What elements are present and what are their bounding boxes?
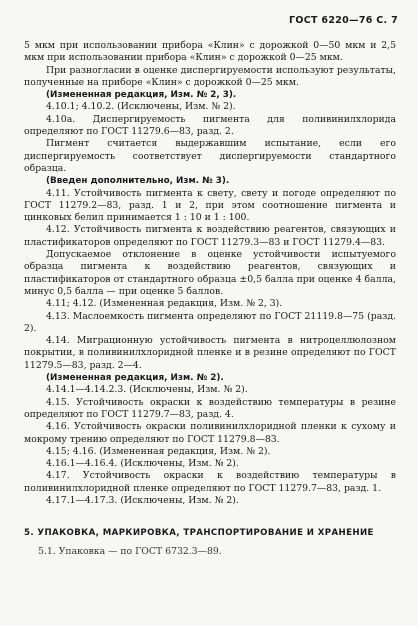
paragraph: 4.11; 4.12. (Измененная редакция, Изм. № 2, 3).	[46, 298, 283, 310]
paragraph: 4.11. Устойчивость пигмента к свету, свету и погоде определяют по ГОСТ 11279.2—83, разд. 1 и 2, при этом соотношение пигмента и цинковых белил принимается 1 : 10 и 1 : 100.	[24, 187, 396, 224]
paragraph: При разногласии в оценке диспергируемости используют результаты, полученные на приборе «Клин» с дорожкой 0—25 мкм.	[24, 64, 396, 88]
paragraph: 4.16.1—4.16.4. (Исключены, Изм. № 2).	[46, 458, 239, 470]
paragraph: 4.15; 4.16. (Измененная редакция, Изм. № 2).	[46, 445, 271, 457]
paragraph: 4.15. Устойчивость окраски к воздействию температуры в резине определяют по ГОСТ 11279.7—83, разд. 4.	[24, 396, 396, 420]
paragraph: 4.14. Миграционную устойчивость пигмента в нитроцеллюлозном покрытии, в поливинилхлоридной пленке и в резине определяют по ГОСТ 11279.5—83, разд. 2—4.	[24, 335, 396, 371]
paragraph: Пигмент считается выдержавшим испытание, если его диспергируемость соответствует диспергируемости стандартного образца.	[24, 138, 396, 174]
paragraph: 4.10.1; 4.10.2. (Исключены, Изм. № 2).	[46, 101, 236, 113]
paragraph: 4.13. Маслоемкость пигмента определяют по ГОСТ 21119.8—75 (разд. 2).	[24, 310, 396, 334]
document-body	[24, 40, 396, 558]
paragraph: 4.16. Устойчивость окраски поливинилхлоридной пленки к сухому и мокрому трению определяют по ГОСТ 11279.8—83.	[24, 421, 396, 445]
paragraph: 4.17.1—4.17.3. (Исключены, Изм. № 2).	[46, 494, 239, 506]
paragraph: (Измененная редакция, Изм. № 2).	[46, 373, 224, 384]
paragraph: 4.14.1—4.14.2.3. (Исключены, Изм. № 2).	[46, 384, 248, 396]
section-first-paragraph: 5.1. Упаковка — по ГОСТ 6732.3—89.	[38, 545, 222, 557]
page-header: ГОСТ 6220—76 С. 7	[289, 15, 398, 26]
paragraph-list	[24, 40, 396, 507]
section-title: 5. УПАКОВКА, МАРКИРОВКА, ТРАНСПОРТИРОВАНИЕ И ХРАНЕНИЕ	[24, 528, 374, 539]
paragraph: 4.17. Устойчивость окраски к воздействию температуры в поливинилхлоридной пленке определяют по ГОСТ 11279.7—83, разд. 1.	[24, 470, 396, 494]
paragraph: 4.10а. Диспергируемость пигмента для поливинилхлорида определяют по ГОСТ 11279.6—83, разд. 2.	[24, 113, 396, 138]
paragraph: 5 мкм при использовании прибора «Клин» с дорожкой 0—50 мкм и 2,5 мкм при использовании прибора «Клин» с дорожкой 0—25 мкм.	[24, 40, 396, 64]
paragraph: (Введен дополнительно, Изм. № 3).	[46, 176, 230, 187]
paragraph: (Измененная редакция, Изм. № 2, 3).	[46, 90, 237, 101]
paragraph: Допускаемое отклонение в оценке устойчивости испытуемого образца пигмента к воздействию реагентов, связующих и пластификаторов от стандартного образца ±0,5 балла при оценке 4 балла, минус 0,5 балла — при оценке 5 баллов.	[24, 249, 396, 297]
paragraph: 4.12. Устойчивость пигмента к воздействию реагентов, связующих и пластификаторов определяют по ГОСТ 11279.3—83 и ГОСТ 11279.4—83.	[24, 224, 396, 248]
